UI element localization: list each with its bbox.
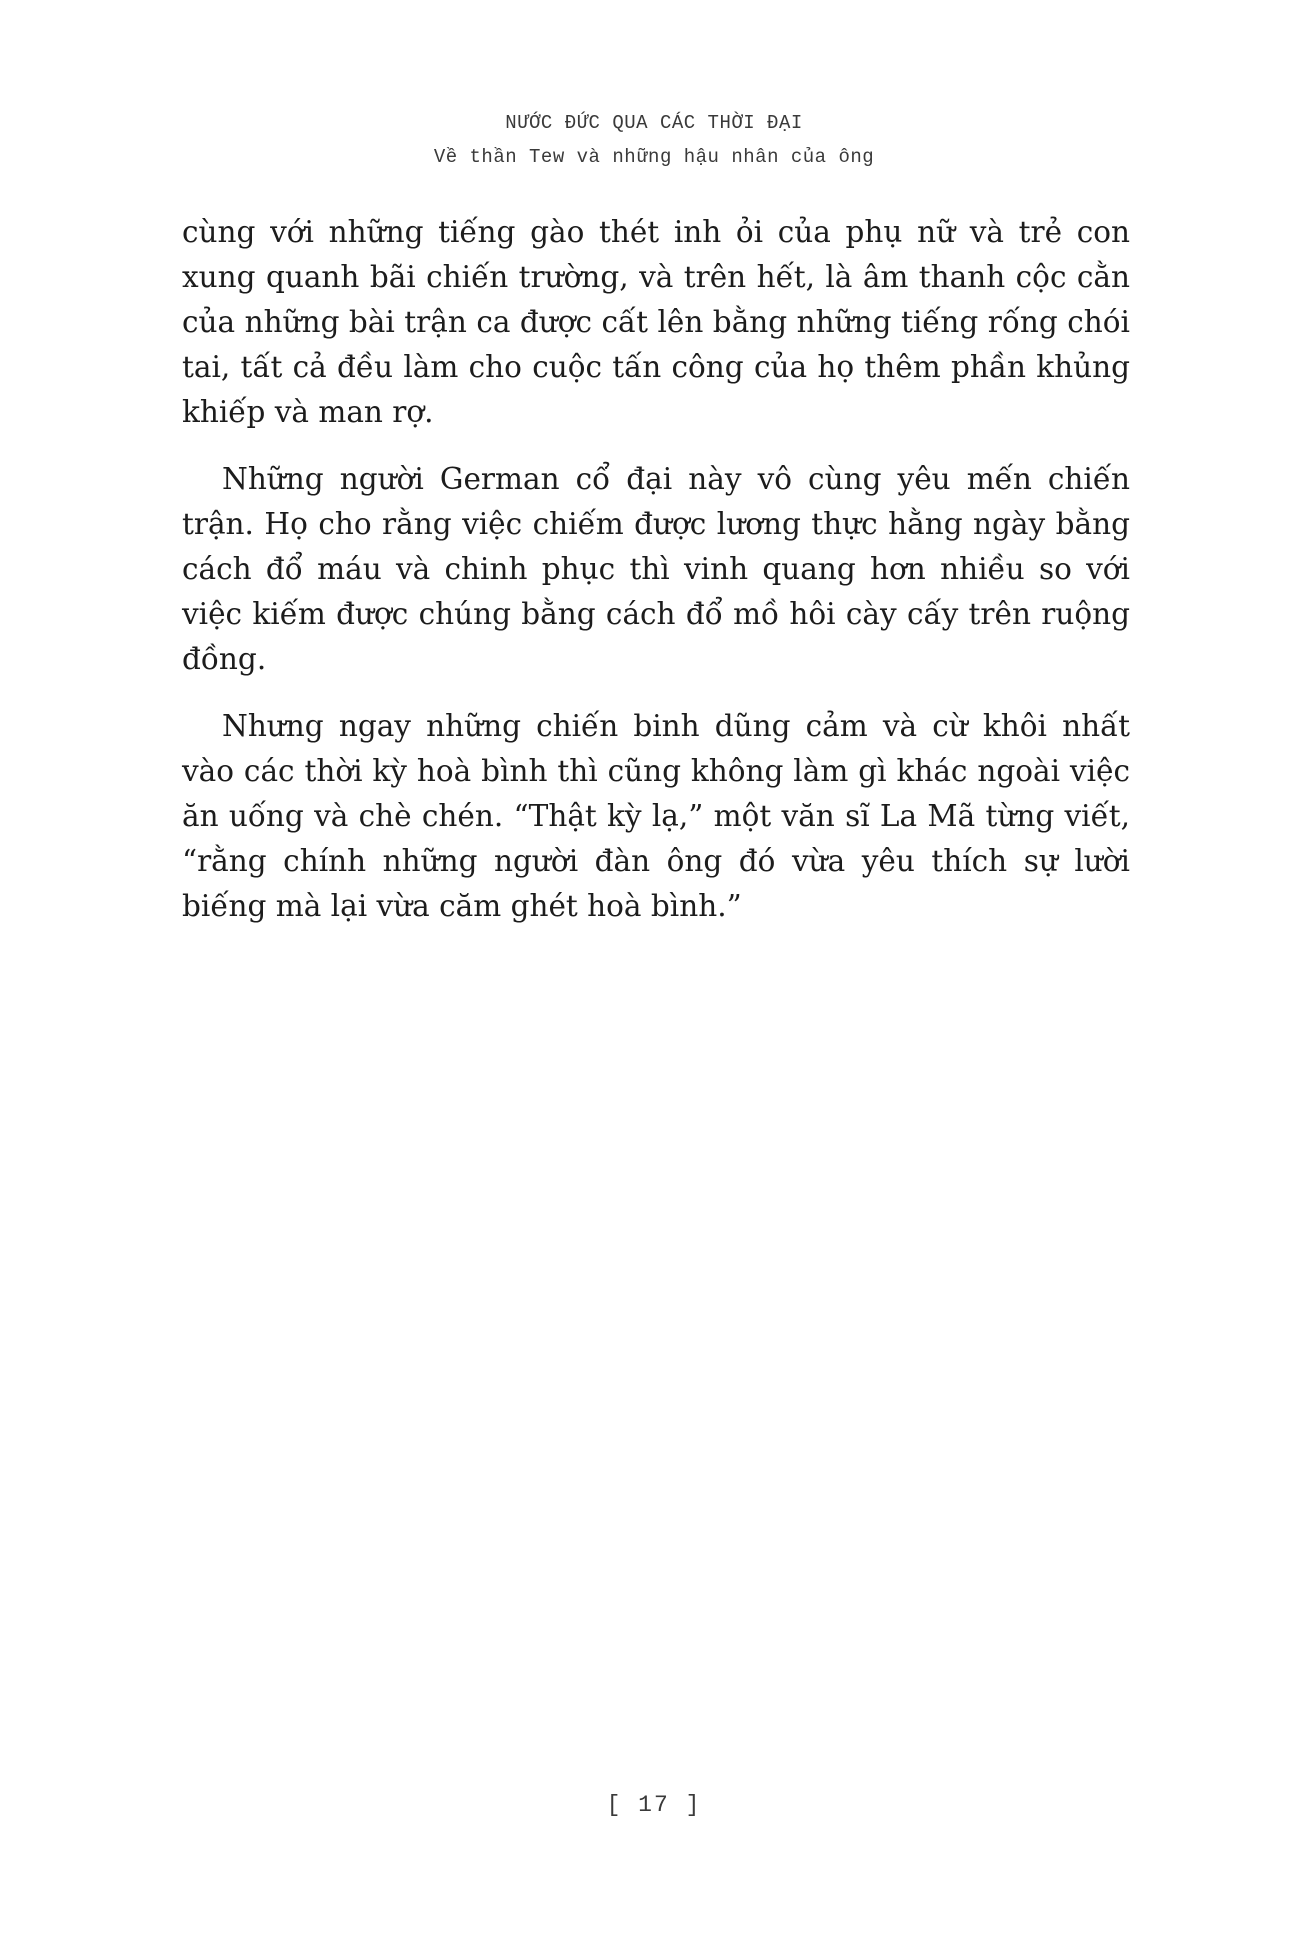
paragraph-continuation: cùng với những tiếng gào thét inh ỏi của phụ nữ và trẻ con xung quanh bãi chiến trường, và trên hết, là âm thanh cộc cằn của những bài trận ca được cất lên bằng những tiếng rống chói tai, tất cả đều làm cho cuộc tấn công của họ thêm phần khủng khiếp và man rợ. [182,215,1130,429]
running-header-subtitle: Về thần Tew và những hậu nhân của ông [433,146,875,168]
paragraph: Những người German cổ đại này vô cùng yêu mến chiến trận. Họ cho rằng việc chiếm được lương thực hằng ngày bằng cách đổ máu và chinh phục thì vinh quang hơn nhiều so với việc kiếm được chúng bằng cách đổ mồ hôi cày cấy trên ruộng đồng. [182,462,1130,676]
page-number: [ 17 ] [606,1792,702,1818]
running-header-title: NƯỚC ĐỨC QUA CÁC THỜI ĐẠI [505,112,803,134]
paragraph: Nhưng ngay những chiến binh dũng cảm và cừ khôi nhất vào các thời kỳ hoà bình thì cũng không làm gì khác ngoài việc ăn uống và chè chén. “Thật kỳ lạ,” một văn sĩ La Mã từng viết, “rằng chính những người đàn ông đó vừa yêu thích sự lười biếng mà lại vừa căm ghét hoà bình.” [182,709,1130,923]
body-text [182,210,1130,951]
